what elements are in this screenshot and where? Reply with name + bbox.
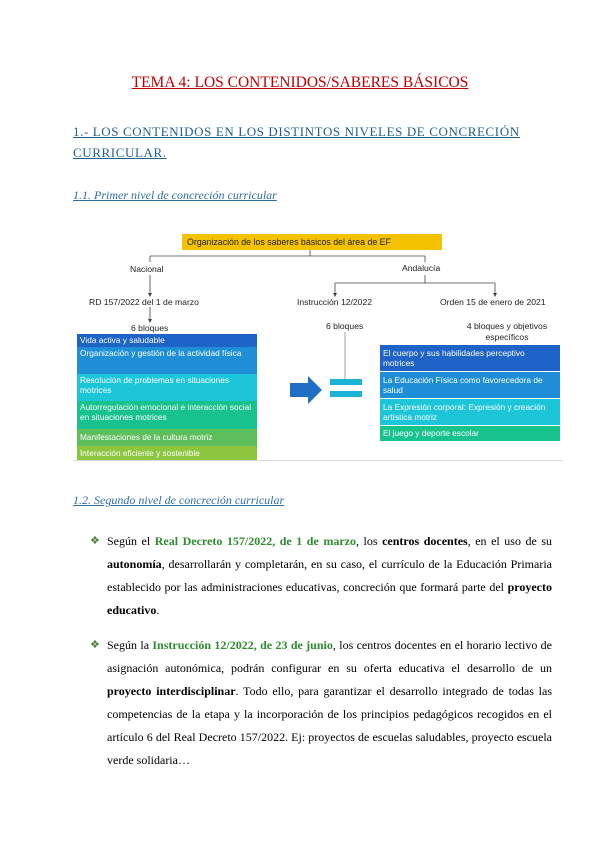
diamond-bullet-icon: ❖: [90, 535, 100, 547]
subsection-heading-2: 1.2. Segundo nivel de concreción curricular: [73, 493, 285, 507]
label-orden: Orden 15 de enero de 2021: [440, 297, 546, 307]
legal-reference: Instrucción 12/2022, de 23 de junio: [152, 638, 333, 652]
label-instr-blocks: 6 bloques: [326, 321, 364, 331]
legal-reference: Real Decreto 157/2022, de 1 de marzo: [154, 534, 356, 548]
section-heading: 1.- LOS CONTENIDOS EN LOS DISTINTOS NIVELES DE CONCRECIÓN CURRICULAR.: [73, 124, 520, 160]
nacional-item: Manifestaciones de la cultura motriz: [77, 429, 257, 446]
diamond-bullet-icon: ❖: [90, 639, 100, 651]
diagram-top-box: Organización de los saberes básicos del área de EF: [182, 234, 442, 250]
document-title: TEMA 4: LOS CONTENIDOS/SABERES BÁSICOS: [131, 74, 469, 91]
label-nacional: Nacional: [130, 264, 164, 274]
right-arrow-icon: [290, 376, 322, 404]
andalucia-item: El cuerpo y sus habilidades perceptivo motrices: [380, 345, 560, 371]
label-instruccion: Instrucción 12/2022: [297, 297, 373, 307]
nacional-item: Interacción eficiente y sostenible: [77, 446, 257, 461]
nacional-item: Resolución de problemas en situaciones motrices: [77, 374, 257, 401]
nacional-item: Vida activa y saludable: [77, 334, 257, 347]
andalucia-item: El juego y deporte escolar: [380, 426, 560, 441]
label-rd: RD 157/2022 del 1 de marzo: [89, 297, 199, 307]
andalucia-item: La Expresión corporal: Expresión y creación artística motriz: [380, 399, 560, 425]
bullet-paragraph-1: ❖ Según el Real Decreto 157/2022, de 1 de marzo, los centros docentes, en el uso de su autonomía, desarrollarán y completarán, en su caso, el currículo de la Educación Primaria establecido por las administraciones educativas, concreción que formará parte del proyecto educativo.: [90, 530, 552, 622]
nacional-item: Autorregulación emocional e interacción social en situaciones motrices: [77, 401, 257, 429]
label-andalucia: Andalucía: [402, 263, 441, 273]
nacional-item: Organización y gestión de la actividad física: [77, 347, 257, 374]
divider: [73, 460, 563, 461]
label-orden-blocks: 4 bloques y objetivos específicos: [466, 321, 548, 342]
subsection-heading-1: 1.1. Primer nivel de concreción curricular: [73, 188, 277, 202]
equals-icon: [330, 379, 362, 385]
andalucia-item: La Educación Física como favorecedora de salud: [380, 372, 560, 398]
label-rd-blocks: 6 bloques: [131, 323, 169, 333]
bullet-paragraph-2: ❖ Según la Instrucción 12/2022, de 23 de junio, los centros docentes en el horario lectivo de asignación autonómica, podrán configurar en su oferta educativa el desarrollo de un proyecto interdisciplinar. Todo ello, para garantizar el desarrollo integrado de todas las competencias de la etapa y la incorporación de los principios pedagógicos recogidos en el artículo 6 del Real Decreto 157/2022. Ej: proyectos de escuelas saludables, proyecto escuela verde solidaria…: [90, 634, 552, 772]
